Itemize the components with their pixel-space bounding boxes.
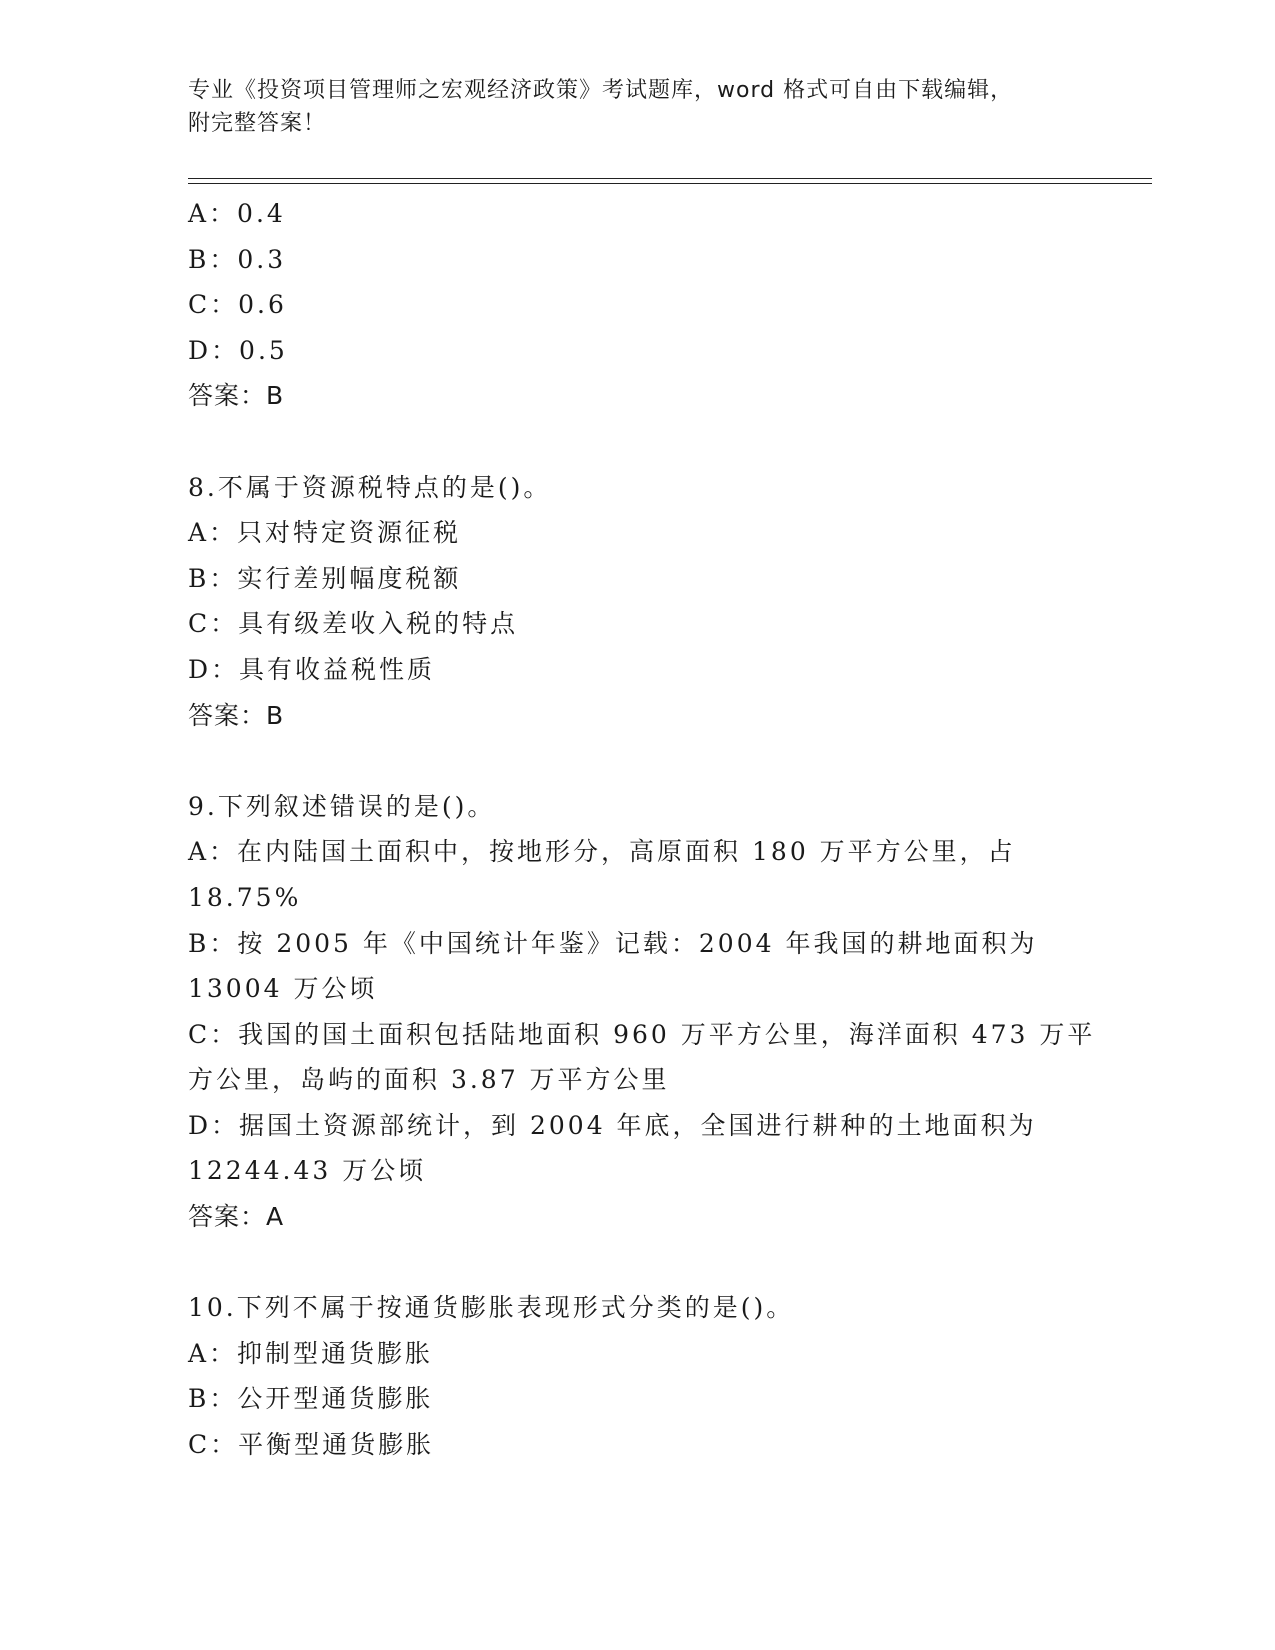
header-rule-bottom	[188, 183, 1152, 184]
question-content	[188, 191, 1096, 1468]
q8-question: 8.不属于资源税特点的是()。	[188, 472, 552, 502]
q7-option-c: C：0.6	[188, 290, 287, 320]
q8-option-d: D：具有收益税性质	[188, 654, 436, 684]
q9-option-a-line-1: A：在内陆国土面积中，按地形分，高原面积 180 万平方公里，占	[188, 837, 1016, 867]
question-9-block	[188, 784, 1096, 1240]
q10-option-c: C：平衡型通货膨胀	[188, 1430, 435, 1460]
q9-option-d-line-2: 12244.43 万公顷	[188, 1156, 427, 1186]
header-line-1: 专业《投资项目管理师之宏观经济政策》考试题库，word 格式可自由下载编辑，	[188, 78, 1014, 103]
question-7-block	[188, 191, 1088, 419]
q8-option-b: B：实行差别幅度税额	[188, 563, 462, 593]
question-10-block	[188, 1285, 1088, 1467]
q10-option-a: A：抑制型通货膨胀	[188, 1338, 434, 1368]
q8-option-c: C：具有级差收入税的特点	[188, 609, 519, 639]
question-8-block	[188, 465, 1088, 739]
header-line-2: 附完整答案！	[188, 111, 327, 136]
spacer	[188, 738, 1088, 784]
q7-option-d: D：0.5	[188, 335, 288, 365]
spacer	[188, 1240, 1088, 1286]
document-header	[188, 74, 1088, 140]
q7-answer: 答案：B	[188, 381, 285, 411]
q10-option-b: B：公开型通货膨胀	[188, 1384, 434, 1414]
q9-option-b-line-1: B：按 2005 年《中国统计年鉴》记载：2004 年我国的耕地面积为	[188, 928, 1038, 958]
q8-answer: 答案：B	[188, 700, 285, 730]
header-rule-top	[188, 178, 1152, 179]
q8-option-a: A：只对特定资源征税	[188, 518, 462, 548]
q9-option-d-line-1: D：据国土资源部统计，到 2004 年底，全国进行耕种的土地面积为	[188, 1110, 1037, 1140]
q7-option-a: A：0.4	[188, 199, 286, 228]
q7-option-b: B：0.3	[188, 244, 287, 274]
q9-option-b-line-2: 13004 万公顷	[188, 974, 378, 1004]
spacer	[188, 419, 1088, 465]
q9-question: 9.下列叙述错误的是()。	[188, 791, 496, 821]
q10-question: 10.下列不属于按通货膨胀表现形式分类的是()。	[188, 1293, 795, 1323]
q9-answer: 答案：A	[188, 1202, 285, 1232]
q9-option-a-line-2: 18.75%	[188, 882, 302, 912]
q9-option-c-line-1: C：我国的国土面积包括陆地面积 960 万平方公里，海洋面积 473 万平	[188, 1019, 1096, 1049]
q9-option-c-line-2: 方公里，岛屿的面积 3.87 万平方公里	[188, 1065, 670, 1095]
